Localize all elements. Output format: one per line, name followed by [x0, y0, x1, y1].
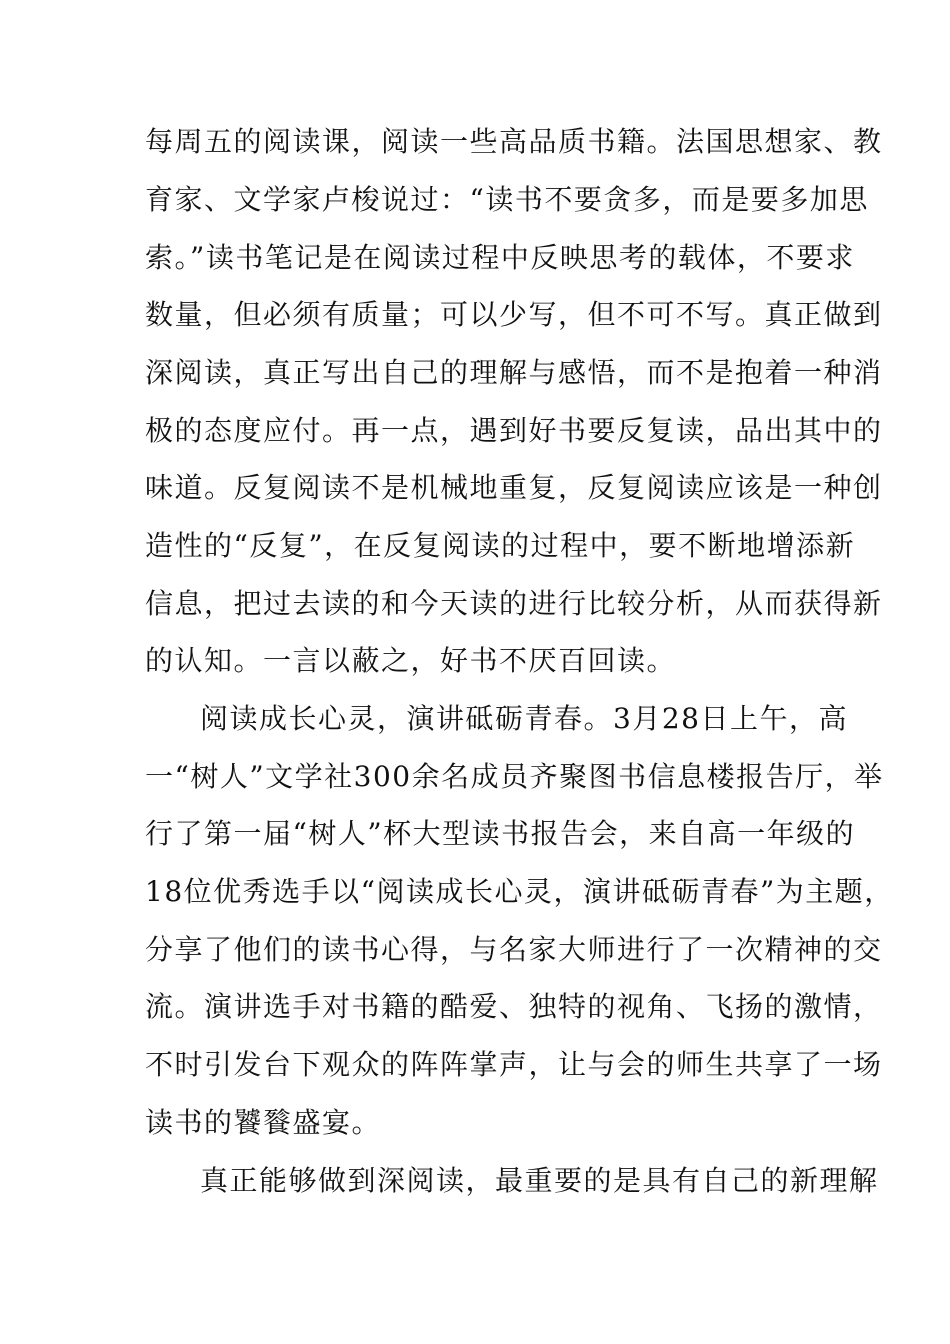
text-line: 造性的“反复”，在反复阅读的过程中，要不断地增添新: [145, 529, 856, 562]
text-line: 真正能够做到深阅读，最重要的是具有自己的新理解: [200, 1164, 879, 1197]
text-line: 信息，把过去读的和今天读的进行比较分析，从而获得新: [145, 587, 883, 620]
text-line: 读书的饕餮盛宴。: [145, 1106, 382, 1139]
text-line: 数量，但必须有质量；可以少写，但不可不写。真正做到: [145, 298, 883, 331]
text-line: 不时引发台下观众的阵阵掌声，让与会的师生共享了一场: [145, 1048, 883, 1081]
text-line: 育家、文学家卢梭说过：“读书不要贪多，而是要多加思: [145, 183, 869, 216]
text-line: 索。”读书笔记是在阅读过程中反映思考的载体，不要求: [145, 241, 855, 274]
text-line: 的认知。一言以蔽之，好书不厌百回读。: [145, 644, 677, 677]
text-line: 味道。反复阅读不是机械地重复，反复阅读应该是一种创: [145, 471, 883, 504]
text-line: 18位优秀选手以“阅读成长心灵，演讲砥砺青春”为主题，: [145, 875, 894, 908]
text-line: 行了第一届“树人”杯大型读书报告会，来自高一年级的: [145, 817, 856, 850]
text-line: 一“树人”文学社300余名成员齐聚图书信息楼报告厅，举: [145, 760, 884, 793]
text-line: 流。演讲选手对书籍的酷爱、独特的视角、飞扬的激情，: [145, 990, 883, 1023]
text-line: 极的态度应付。再一点，遇到好书要反复读，品出其中的: [145, 414, 883, 447]
text-line: 阅读成长心灵，演讲砥砺青春。3月28日上午，高: [200, 702, 848, 735]
text-line: 分享了他们的读书心得，与名家大师进行了一次精神的交: [145, 933, 883, 966]
text-line: 每周五的阅读课，阅读一些高品质书籍。法国思想家、教: [145, 125, 883, 158]
text-line: 深阅读，真正写出自己的理解与感悟，而不是抱着一种消: [145, 356, 883, 389]
